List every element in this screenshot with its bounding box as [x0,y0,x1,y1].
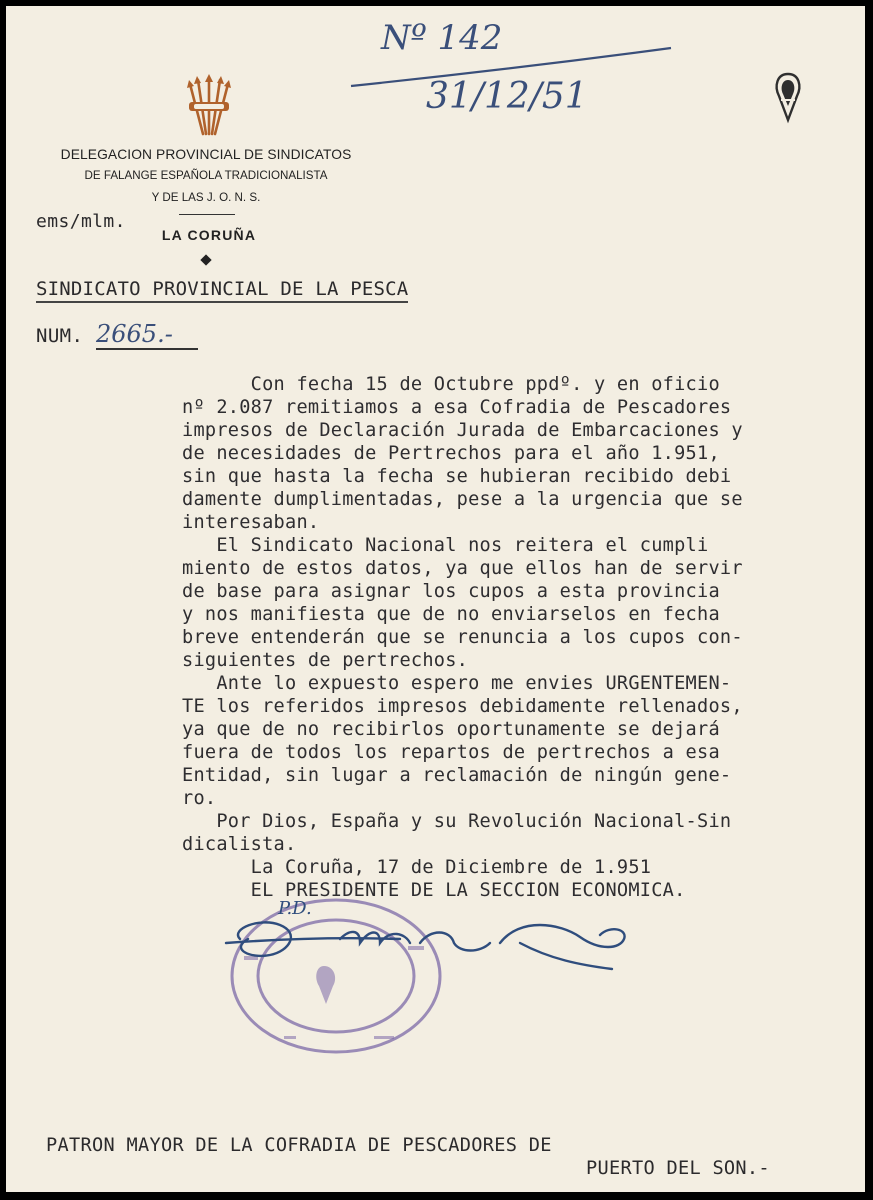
letterhead-city: LA CORUÑA [161,227,257,243]
num-label: NUM. [36,325,84,347]
body-line: damente dumplimentadas, pese a la urgencia que se [182,489,743,510]
body-line: TE los referidos impresos debidamente rellenados, [182,696,743,717]
body-line: breve entenderán que se renuncia a los cupos con- [182,627,743,648]
diamond-ornament [200,254,211,265]
body-line: ro. [182,788,217,809]
letterhead-line-1: DELEGACION PROVINCIAL DE SINDICATOS [60,147,352,162]
yoke-and-arrows-icon [184,74,234,138]
handwritten-date: 31/12/51 [426,76,588,117]
letterhead-line-2: DE FALANGE ESPAÑOLA TRADICIONALISTA [84,169,328,182]
body-line: Con fecha 15 de Octubre ppdº. y en oficio [182,374,720,395]
num-value: 2665.- [96,320,198,350]
signature-initials: P.D. [278,898,312,919]
body-line: EL PRESIDENTE DE LA SECCION ECONOMICA. [182,880,686,901]
body-line: miento de estos datos, ya que ellos han de servir [182,558,743,579]
body-line: y nos manifiesta que de no enviarselos en fecha [182,604,720,625]
body-line: Entidad, sin lugar a reclamación de ningún gene- [182,765,732,786]
addressee-line-1: PATRON MAYOR DE LA COFRADIA DE PESCADORES DE [46,1135,552,1156]
body-line: interesaban. [182,512,320,533]
body-line: de base para asignar los cupos a esta provincia [182,581,720,602]
body-line: de necesidades de Pertrechos para el año 1.951, [182,443,720,464]
letterhead-line-3: Y DE LAS J. O. N. S. [151,191,261,204]
letterhead-divider [179,214,235,215]
body-line: El Sindicato Nacional nos reitera el cumpli [182,535,709,556]
body-line: impresos de Declaración Jurada de Embarcaciones y [182,420,743,441]
body-line: ya que de no recibirlos oportunamente se dejará [182,719,720,740]
addressee-line-2: PUERTO DEL SON.- [586,1158,770,1179]
body-line: Por Dios, España y su Revolución Nacional-Sin [182,811,732,832]
document-page [6,6,865,1192]
body-line: fuera de todos los repartos de pertrechos a esa [182,742,720,763]
body-line: Ante lo expuesto espero me envies URGENTEMEN- [182,673,732,694]
emblem-icon [771,70,805,126]
reference-initials: ems/mlm. [36,211,126,232]
body-line: nº 2.087 remitiamos a esa Cofradia de Pescadores [182,397,732,418]
body-line: sin que hasta la fecha se hubieran recibido debi [182,466,732,487]
body-line: La Coruña, 17 de Diciembre de 1.951 [182,857,652,878]
body-line: dicalista. [182,834,297,855]
sindicato-heading: SINDICATO PROVINCIAL DE LA PESCA [36,278,408,303]
body-line: siguientes de pertrechos. [182,650,469,671]
handwritten-registry-number: Nº 142 [381,18,503,58]
